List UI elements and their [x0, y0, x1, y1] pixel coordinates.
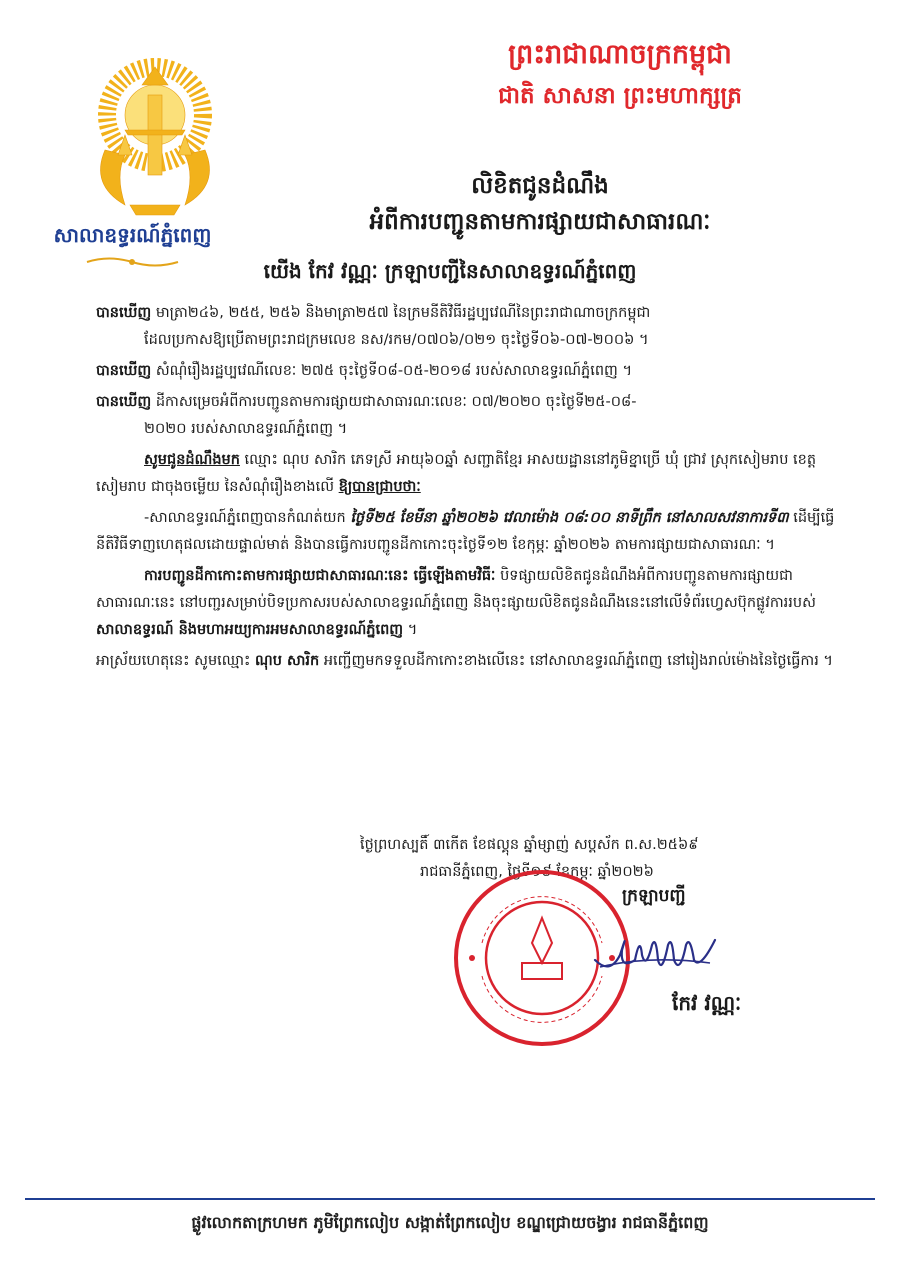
consideration-text-cont: ដែលប្រកាសឱ្យប្រើតាមព្រះរាជក្រមលេខ នស/រកម/០៧០៦/០២១ ចុះថ្ងៃទី០៦-០៧-២០០៦ ។ — [144, 332, 649, 348]
closing-text: អាស្រ័យហេតុនេះ សូមឈ្មោះ — [96, 653, 256, 669]
delivery-lead: ការបញ្ជូនដីកាកោះតាមការផ្សាយជាសាធារណៈនេះ ធ្វើឡើងតាមវិធីៈ — [144, 568, 496, 584]
signer-name: កែវ វណ្ណៈ — [672, 991, 742, 1015]
document-title: លិខិតជូនដំណឹង — [471, 173, 609, 199]
hearing-paragraph — [96, 505, 838, 559]
notice-text: ឈ្មោះ ណុប សារិក ភេទស្រី អាយុ៦០ឆ្នាំ សញ្ជាតិខ្មែរ អាសយដ្ឋាននៅភូមិខ្នាច្រើ ឃុំ ជ្រាវ ស្រុកសៀមរាប ខេត្តសៀមរាប ជាចុងចម្លើយ នៃសំណុំរឿងខាងលើ — [96, 452, 817, 495]
delivery-paragraph — [96, 563, 838, 644]
notice-paragraph — [96, 447, 838, 501]
signature-role: ក្រឡាបញ្ជី — [622, 886, 686, 906]
hearing-suffix: ដើម្បីធ្វើនីតិវិធីទាញហេតុផលដោយផ្ទាល់មាត់ និងបានធ្វើការបញ្ជូនដីកាកោះចុះថ្ងៃទី១២ ខែកុម្ភៈ ឆ្នាំ២០២៦ តាមការផ្សាយជាសាធារណៈ ។ — [96, 510, 835, 553]
consideration-2 — [96, 358, 838, 385]
document-body — [96, 300, 838, 679]
closing-name: ណុប សារិក — [255, 653, 320, 669]
delivery-end: ។ — [403, 622, 418, 638]
kingdom-title: ព្រះរាជាណាចក្រកម្ពុជា — [508, 39, 732, 70]
issuer-line: យើង កែវ វណ្ណៈ ក្រឡាបញ្ជីនៃសាលាឧទ្ធរណ៍ភ្នំពេញ — [263, 259, 637, 283]
notice-lead: សូមជូនដំណឹងមក — [144, 452, 240, 468]
hearing-prefix: -សាលាឧទ្ធរណ៍ភ្នំពេញបានកំណត់យក — [144, 510, 351, 526]
consideration-lead: បានឃើញ — [96, 394, 152, 410]
delivery-text: បិទផ្សាយលិខិតជូនដំណឹងអំពីការបញ្ជូនតាមការផ្សាយជាសាធារណៈនេះ នៅបញ្ជរសម្រាប់បិទប្រកាសរបស់សាលាឧទ្ធរណ៍ភ្នំពេញ និងចុះផ្សាយលិខិតជូនដំណឹងនេះនៅលើទំព័រហ្វេសប៊ុកផ្លូវការរបស់ — [96, 568, 816, 611]
consideration-text: មាត្រា២៤៦, ២៥៥, ២៥៦ និងមាត្រា២៥៧ នៃក្រមនីតិវិធីរដ្ឋប្បវេណីនៃព្រះរាជាណាចក្រកម្ពុជា — [151, 305, 651, 321]
delivery-bold-tail: សាលាឧទ្ធរណ៍ និងមហាអយ្យការអមសាលាឧទ្ធរណ៍ភ្នំពេញ — [96, 622, 404, 638]
document-subtitle: អំពីការបញ្ជូនតាមការផ្សាយជាសាធារណៈ — [369, 209, 711, 235]
footer-divider — [25, 1198, 875, 1200]
footer-address: ផ្លូវលោកតាក្រហមក ភូមិព្រែកលៀប សង្កាត់ព្រែកលៀប ខណ្ឌជ្រោយចង្វារ រាជធានីភ្នំពេញ — [191, 1213, 709, 1232]
consideration-3 — [96, 389, 838, 443]
consideration-text: ដីកាសម្រេចអំពីការបញ្ជូនតាមការផ្សាយជាសាធារណៈលេខៈ ០៧/២០២០ ចុះថ្ងៃទី២៥-០៨- — [151, 394, 637, 410]
closing-paragraph — [96, 648, 838, 675]
consideration-lead: បានឃើញ — [96, 363, 152, 379]
national-motto: ជាតិ សាសនា ព្រះមហាក្សត្រ — [498, 83, 742, 109]
hearing-datetime: ថ្ងៃទី២៥ ខែមីនា ឆ្នាំ២០២៦ វេលាម៉ោង ០៨:០០ នាទីព្រឹក នៅសាលសវនាការទី៣ — [350, 510, 789, 526]
consideration-lead: បានឃើញ — [96, 305, 152, 321]
closing-rest: អញ្ជើញមកទទួលដីកាកោះខាងលើនេះ នៅសាលាឧទ្ធរណ៍ភ្នំពេញ នៅរៀងរាល់ម៉ោងនៃថ្ងៃធ្វើការ ។ — [319, 653, 833, 669]
notice-tail: ឱ្យបានជ្រាបថាៈ — [338, 479, 421, 495]
consideration-text-cont: ២០២០ របស់សាលាឧទ្ធរណ៍ភ្នំពេញ ។ — [144, 421, 348, 437]
court-emblem-icon — [70, 55, 240, 220]
consideration-text: សំណុំរឿងរដ្ឋប្បវេណីលេខៈ ២៧៥ ចុះថ្ងៃទី០៨-០៥-២០១៨ របស់សាលាឧទ្ធរណ៍ភ្នំពេញ ។ — [151, 363, 633, 379]
handwritten-signature-icon — [590, 915, 720, 985]
lunar-date: ថ្ងៃព្រហស្បតិ៍ ៣កើត ខែផល្គុន ឆ្នាំម្សាញ់ សប្តស័ក ព.ស.២៥៦៩ — [360, 837, 699, 853]
court-name: សាលាឧទ្ធរណ៍ភ្នំពេញ — [53, 223, 212, 247]
consideration-1 — [96, 300, 838, 354]
solar-date: រាជធានីភ្នំពេញ, ថ្ងៃទី១៩ ខែកុម្ភៈ ឆ្នាំ២០២៦ — [420, 864, 654, 880]
